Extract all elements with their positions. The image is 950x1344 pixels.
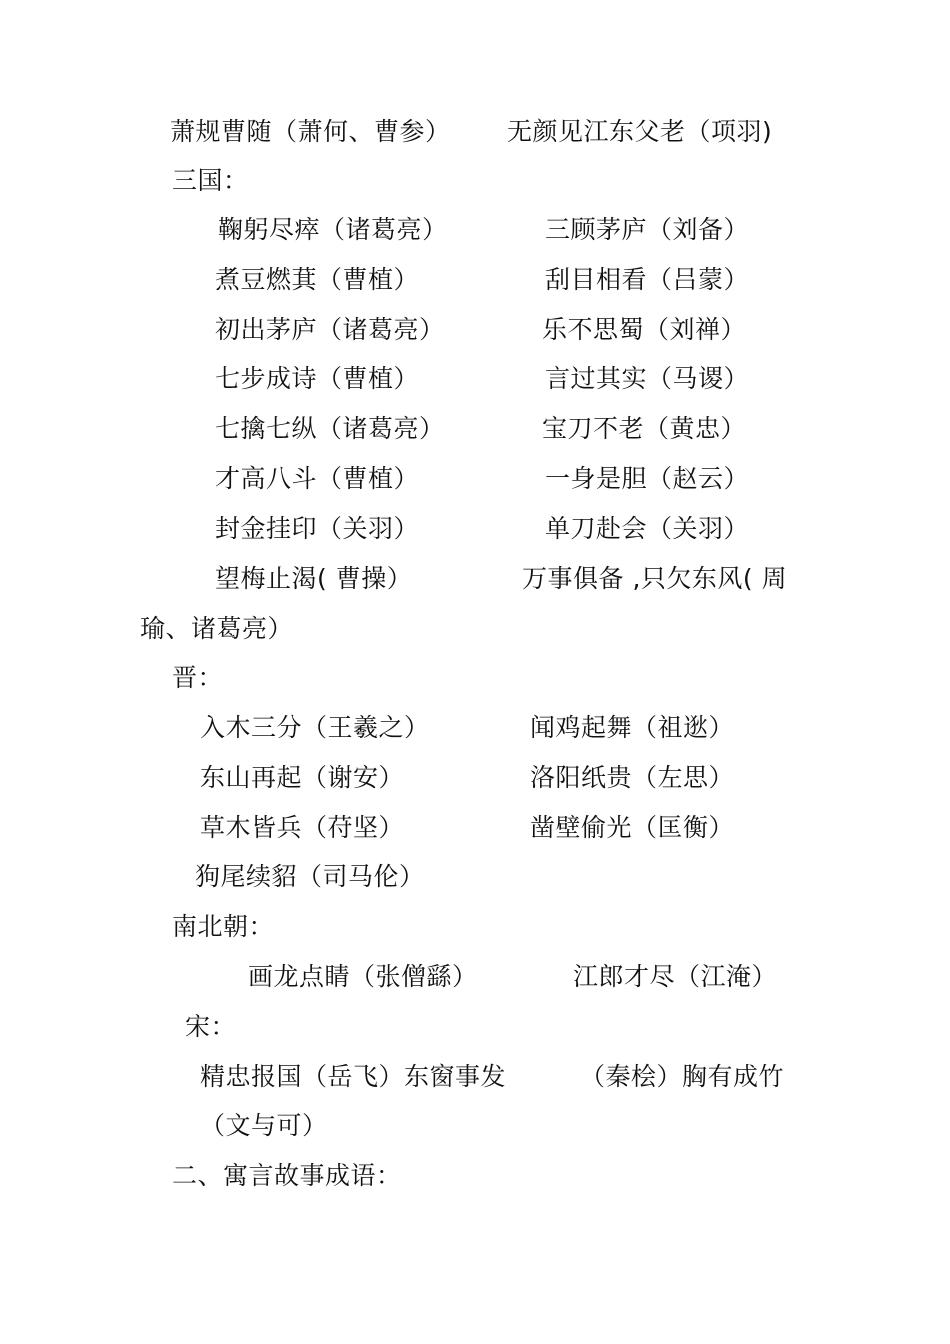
idiom-baodao-bulao: 宝刀不老（黄忠） xyxy=(542,414,747,443)
idiom-zaobi-touguang: 凿壁偷光（匡衡） xyxy=(530,813,735,842)
heading-song: 宋： xyxy=(185,1012,237,1041)
heading-nanbeichao: 南北朝： xyxy=(172,912,275,941)
idiom-wenji-qiwu: 闻鸡起舞（祖逖） xyxy=(530,713,735,742)
idiom-yishen-shidan: 一身是胆（赵云） xyxy=(545,464,750,493)
idiom-jianglang-caijin: 江郎才尽（江淹） xyxy=(573,962,778,991)
idiom-xiongyou-chengzhu: （秦桧）胸有成竹 xyxy=(580,1062,785,1091)
idiom-jingzhong-baoguo: 精忠报国（岳飞）东窗事发 xyxy=(200,1062,507,1091)
idiom-xiaogui-caosui: 萧规曹随（萧何、曹参） xyxy=(170,117,451,146)
heading-yuyan-gushi: 二、寓言故事成语： xyxy=(172,1161,402,1190)
heading-sanguo: 三国： xyxy=(172,166,249,195)
idiom-dongshan-zaiqi: 东山再起（谢安） xyxy=(200,763,405,792)
idiom-chuchu-maolu: 初出茅庐（诸葛亮） xyxy=(215,315,445,344)
idiom-xiongyou-chengzhu-continued: （文与可） xyxy=(200,1111,328,1140)
idiom-rumu-sanfen: 入木三分（王羲之） xyxy=(200,713,430,742)
idiom-qibu-chengshi: 七步成诗（曹植） xyxy=(215,364,420,393)
idiom-zhudou-ranqi: 煮豆燃萁（曹植） xyxy=(215,265,420,294)
heading-jin: 晋： xyxy=(172,663,224,692)
idiom-luoyang-zhigui: 洛阳纸贵（左思） xyxy=(530,763,735,792)
idiom-yanguo-qishi: 言过其实（马谡） xyxy=(545,364,750,393)
idiom-lebu-sishu: 乐不思蜀（刘禅） xyxy=(542,315,747,344)
idiom-dandao-fuhui: 单刀赴会（关羽） xyxy=(545,514,750,543)
idiom-caigao-badou: 才高八斗（曹植） xyxy=(215,464,420,493)
idiom-sangu-maolu: 三顾茅庐（刘备） xyxy=(545,215,750,244)
idiom-gouwei-xudiao: 狗尾续貂（司马伦） xyxy=(195,862,425,891)
idiom-jugong-jincui: 鞠躬尽瘁（诸葛亮） xyxy=(218,215,448,244)
idiom-hualong-dianjing: 画龙点睛（张僧繇） xyxy=(248,962,478,991)
idiom-caomu-jiebing: 草木皆兵（苻坚） xyxy=(200,813,405,842)
idiom-qiqin-qizong: 七擒七纵（诸葛亮） xyxy=(215,414,445,443)
idiom-wangmei-zhike: 望梅止渴( 曹操） xyxy=(215,564,413,593)
idiom-wuyan-jiandong: 无颜见江东父老（项羽) xyxy=(507,117,773,146)
idiom-fengjin-guayin: 封金挂印（关羽） xyxy=(215,514,420,543)
idiom-guamu-xiangkan: 刮目相看（吕蒙） xyxy=(545,265,750,294)
idiom-wanshi-jubei: 万事俱备 ,只欠东风( 周 xyxy=(522,564,788,593)
idiom-wanshi-jubei-continued: 瑜、诸葛亮） xyxy=(140,614,294,643)
